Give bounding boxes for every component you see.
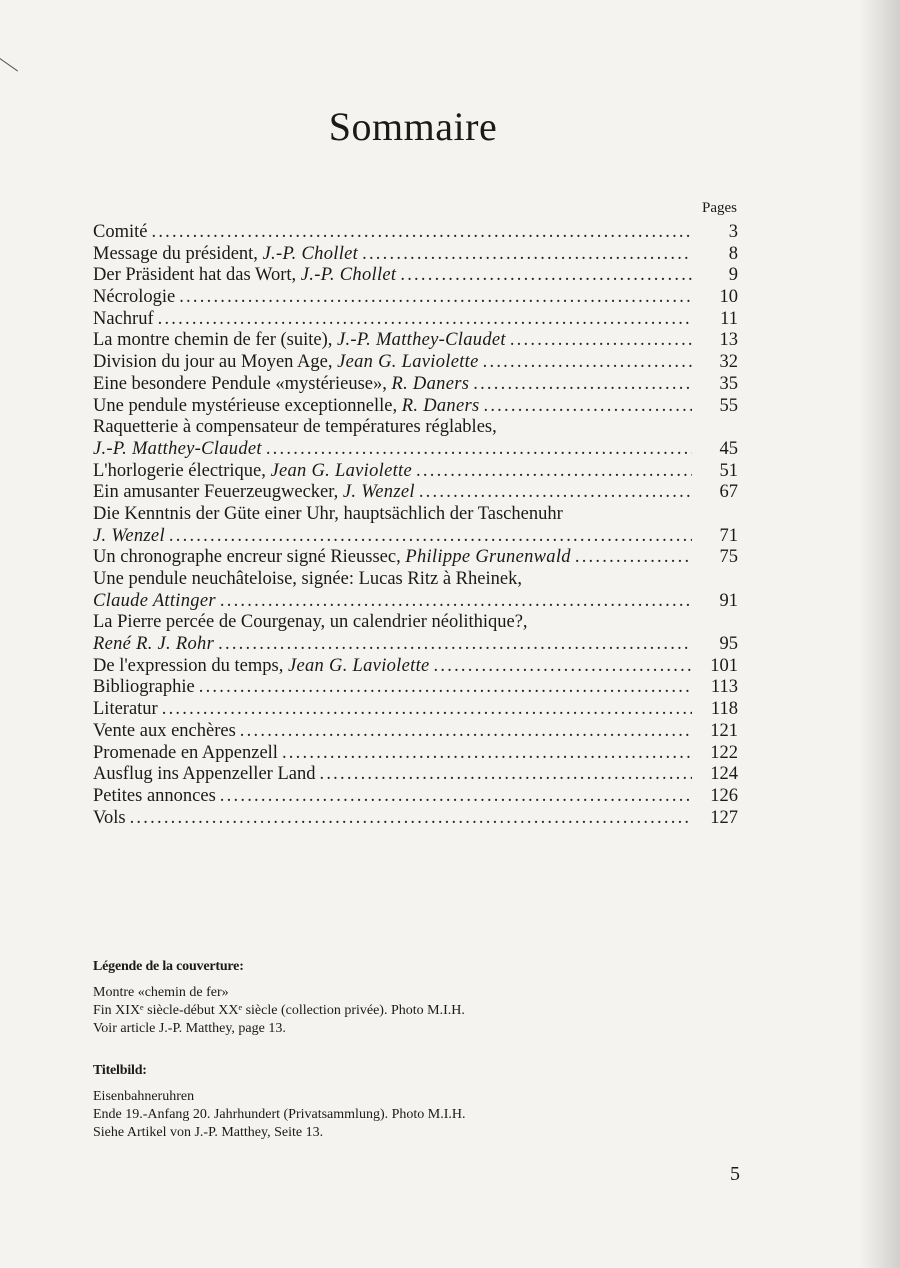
toc-entry-text: Eine besondere Pendule «mystérieuse», (93, 373, 392, 394)
toc-entry-title (93, 612, 528, 634)
toc-entry (93, 352, 738, 374)
toc-entry-author: Philippe Grunenwald (405, 547, 571, 568)
toc-entry (93, 417, 738, 439)
toc-entry-page: 113 (710, 677, 738, 698)
dot-leader (483, 396, 692, 418)
toc-entry-title (93, 764, 315, 786)
toc-entry-title (93, 547, 571, 569)
toc-entry-text: Literatur (93, 699, 158, 720)
toc-entry (93, 547, 738, 569)
toc-entry-title (93, 699, 158, 721)
dot-leader (220, 591, 692, 613)
page-title: Sommaire (328, 104, 498, 149)
dot-leader (473, 374, 692, 396)
toc-entry-text: Nécrologie (93, 287, 176, 308)
toc-entry-author: Claude Attinger (93, 590, 216, 611)
toc-entry (93, 656, 738, 678)
legend-line: Fin XIXᵉ siècle-début XXᵉ siècle (collection privée). Photo M.I.H. (93, 1003, 465, 1018)
toc-entry-title (93, 244, 358, 266)
toc-entry-text: Promenade en Appenzell (93, 742, 278, 763)
toc-entry-page: 121 (710, 720, 738, 741)
toc-entry (93, 677, 738, 699)
toc-entry-title (93, 265, 396, 287)
toc-entry-author: R. Daners (401, 395, 480, 416)
dot-leader (483, 352, 692, 374)
toc-entry-text: Une pendule mystérieuse exceptionnelle, (93, 395, 402, 416)
toc-entry-title (93, 786, 216, 808)
toc-entry-title (93, 374, 469, 396)
toc-entry-title (93, 504, 563, 526)
toc-entry-text: Bibliographie (93, 677, 195, 698)
toc-entry-title (93, 808, 126, 830)
toc-entry-page: 35 (719, 373, 738, 394)
toc-entry-author: J. Wenzel (342, 482, 415, 503)
legend-heading: Titelbild: (93, 1063, 147, 1078)
dot-leader (130, 808, 692, 830)
toc-entry-page: 45 (719, 438, 738, 459)
toc-entry-page: 91 (719, 590, 738, 611)
dot-leader (266, 439, 692, 461)
toc-entry-text: De l'expression du temps, (93, 655, 288, 676)
legend-line: Voir article J.-P. Matthey, page 13. (93, 1021, 286, 1036)
toc-entry-author: J.-P. Matthey-Claudet (93, 438, 262, 459)
toc-entry-text: Vols (93, 807, 126, 828)
toc-entry (93, 504, 738, 526)
toc-entry-page: 51 (719, 460, 738, 481)
toc-entry-page: 32 (719, 352, 738, 373)
toc-entry-text: La Pierre percée de Courgenay, un calendrier néolithique?, (93, 612, 528, 633)
toc-entry-page: 3 (728, 222, 738, 242)
toc-entry-author: R. Daners (391, 373, 470, 394)
dot-leader (282, 743, 692, 765)
toc-entry (93, 634, 738, 656)
dot-leader (575, 547, 692, 569)
toc-entry-page: 118 (710, 699, 738, 720)
dot-leader (240, 721, 692, 743)
toc-entry-title (93, 287, 175, 309)
toc-entry-title (93, 482, 415, 504)
toc-entry-page: 67 (719, 482, 738, 503)
toc-entry-page: 124 (710, 764, 738, 785)
toc-entry (93, 244, 738, 266)
toc-entry-text: Division du jour au Moyen Age, (93, 352, 338, 373)
toc-entry (93, 396, 738, 418)
dot-leader (416, 461, 692, 483)
toc-entry (93, 526, 738, 548)
toc-entry-author: J.-P. Chollet (300, 265, 397, 286)
toc-entry-page: 126 (710, 785, 738, 806)
toc-entry-text: Petites annonces (93, 785, 216, 806)
toc-entry-text: Der Präsident hat das Wort, (93, 265, 301, 286)
toc-entry-text: La montre chemin de fer (suite), (93, 330, 337, 351)
toc-entry-page: 13 (719, 330, 738, 351)
toc-entry-title (93, 222, 147, 244)
pages-column-header: Pages (702, 200, 737, 216)
toc-entry (93, 287, 738, 309)
dot-leader (220, 786, 692, 808)
toc-entry (93, 569, 738, 591)
toc-entry-text: Die Kenntnis der Güte einer Uhr, hauptsächlich der Taschenuhr (93, 503, 563, 524)
toc-entry-author: J. Wenzel (93, 525, 165, 546)
toc-entry-author: René R. J. Rohr (93, 634, 215, 655)
toc-entry (93, 743, 738, 765)
toc-entry (93, 808, 738, 830)
toc-entry-title (93, 634, 214, 656)
toc-entry (93, 786, 738, 808)
toc-entry-page: 8 (728, 243, 738, 264)
scan-mark (0, 58, 18, 86)
toc-entry-author: Jean G. Laviolette (287, 655, 430, 676)
toc-entry-text: Ein amusanter Feuerzeugwecker, (93, 482, 343, 503)
cover-legend-french (93, 958, 465, 1038)
dot-leader (162, 699, 692, 721)
table-of-contents (93, 222, 738, 829)
dot-leader (158, 309, 692, 331)
toc-entry-title (93, 743, 278, 765)
toc-entry (93, 721, 738, 743)
toc-entry-page: 75 (719, 547, 738, 568)
toc-entry-title (93, 439, 262, 461)
dot-leader (419, 482, 692, 504)
dot-leader (199, 677, 692, 699)
page-number: 5 (730, 1163, 740, 1185)
legend-line: Eisenbahneruhren (93, 1089, 195, 1104)
toc-entry-page: 11 (720, 308, 738, 329)
legend-line: Siehe Artikel von J.-P. Matthey, Seite 13. (93, 1125, 324, 1140)
toc-entry (93, 309, 738, 331)
legend-heading: Légende de la couverture: (93, 959, 244, 974)
toc-entry-text: Comité (93, 222, 148, 242)
toc-entry-page: 71 (719, 525, 738, 546)
toc-entry-author: J.-P. Matthey-Claudet (337, 330, 506, 351)
toc-entry-title (93, 396, 479, 418)
toc-entry (93, 699, 738, 721)
toc-entry (93, 612, 738, 634)
toc-entry-page: 95 (719, 634, 738, 655)
toc-entry-text: Un chronographe encreur signé Rieussec, (93, 547, 406, 568)
toc-entry (93, 439, 738, 461)
toc-entry (93, 222, 738, 244)
dot-leader (218, 634, 692, 656)
toc-entry (93, 764, 738, 786)
toc-entry-title (93, 352, 479, 374)
toc-entry-title (93, 330, 506, 352)
toc-entry-title (93, 461, 412, 483)
toc-entry-title (93, 721, 236, 743)
legend-line: Ende 19.-Anfang 20. Jahrhundert (Privatsammlung). Photo M.I.H. (93, 1107, 466, 1122)
dot-leader (510, 330, 692, 352)
toc-entry-text: Une pendule neuchâteloise, signée: Lucas Ritz à Rheinek, (93, 569, 522, 589)
toc-entry-text: Message du président, (93, 243, 263, 264)
toc-entry (93, 330, 738, 352)
toc-entry (93, 591, 738, 613)
toc-entry-text: L'horlogerie électrique, (93, 460, 271, 481)
toc-entry-page: 9 (728, 265, 738, 286)
toc-entry (93, 374, 738, 396)
toc-entry-title (93, 591, 216, 613)
toc-entry-page: 101 (710, 655, 738, 676)
toc-entry (93, 482, 738, 504)
toc-entry-title (93, 569, 522, 591)
toc-entry-text: Raquetterie à compensateur de températures réglables, (93, 417, 497, 438)
toc-entry-page: 10 (719, 287, 738, 308)
toc-entry-author: Jean G. Laviolette (270, 460, 413, 481)
toc-entry-text: Ausflug ins Appenzeller Land (93, 764, 316, 785)
toc-entry-title (93, 526, 165, 548)
toc-entry-text: Nachruf (93, 308, 154, 329)
dot-leader (434, 656, 692, 678)
toc-entry-title (93, 677, 195, 699)
dot-leader (319, 764, 692, 786)
toc-entry (93, 265, 738, 287)
legend-line: Montre «chemin de fer» (93, 985, 229, 1000)
dot-leader (179, 287, 692, 309)
toc-entry-author: Jean G. Laviolette (337, 352, 479, 373)
toc-entry-page: 55 (719, 395, 738, 416)
toc-entry-page: 122 (710, 742, 738, 763)
toc-entry-author: J.-P. Chollet (262, 243, 359, 264)
dot-leader (151, 222, 692, 244)
dot-leader (362, 244, 692, 266)
dot-leader (169, 526, 692, 548)
dot-leader (400, 265, 692, 287)
toc-entry-title (93, 309, 154, 331)
page-edge-shadow (860, 0, 900, 1268)
cover-legend-german (93, 1062, 466, 1142)
toc-entry-title (93, 417, 497, 439)
toc-entry-text: Vente aux enchères (93, 720, 236, 741)
toc-entry-title (93, 656, 430, 678)
toc-entry (93, 461, 738, 483)
toc-entry-page: 127 (710, 807, 738, 828)
